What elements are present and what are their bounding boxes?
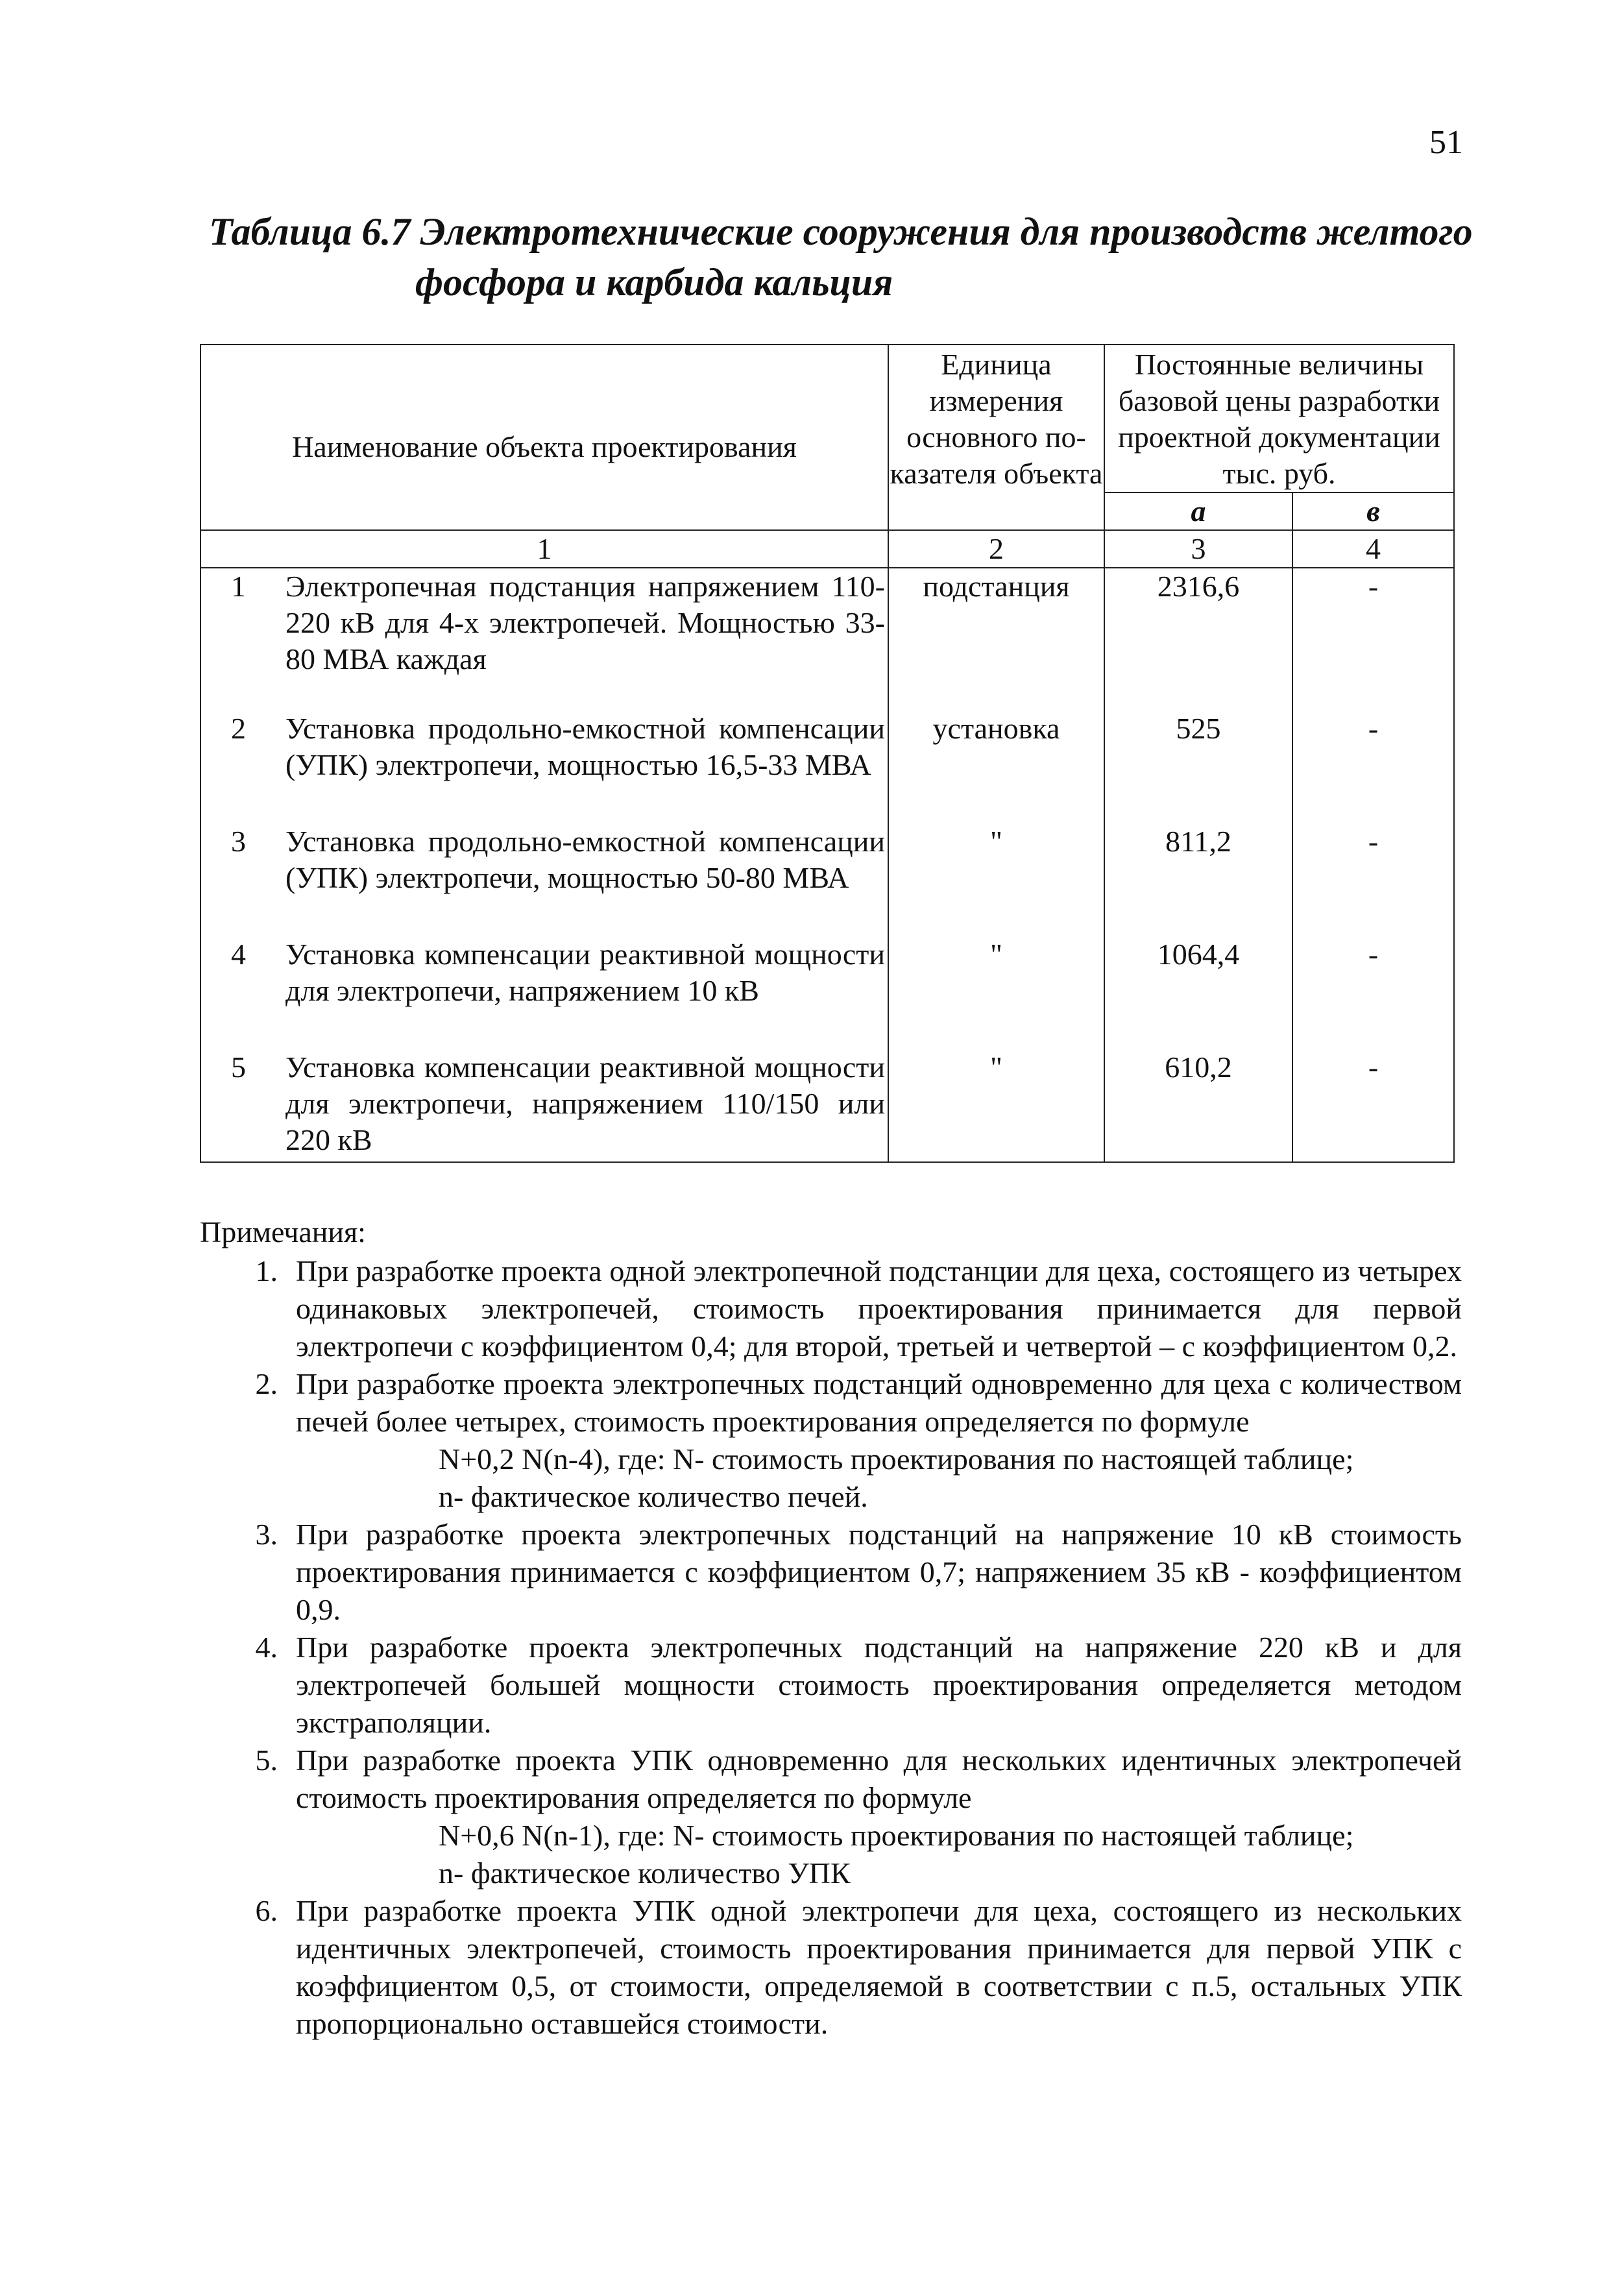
row-value-b: - [1292, 711, 1454, 823]
notes-section [200, 1213, 1462, 2043]
row-value-a: 811,2 [1104, 823, 1292, 936]
note-number: 1. [255, 1254, 278, 1287]
note-text: При разработке проекта электропечных подстанций на напряжение 220 кВ и для электропечей большей мощности стоимость проектирования определяется методом экстраполяции. [296, 1631, 1462, 1739]
header-sub-a: а [1104, 492, 1292, 530]
table-row [200, 936, 1454, 1049]
header-name: Наименование объекта проектирования [200, 345, 888, 530]
table-row [200, 823, 1454, 936]
row-value-a: 525 [1104, 711, 1292, 823]
header-unit: Единица измерения основного по-казателя объекта [888, 345, 1104, 530]
note-text: При разработке проекта электропечных подстанций одновременно для цеха с количеством печей более четырех, стоимость проектирования определяется по формуле [296, 1367, 1462, 1438]
note-item [200, 1516, 1462, 1629]
note-text: При разработке проекта УПК одновременно для нескольких идентичных электропечей стоимость проектирования определяется по формуле [296, 1744, 1462, 1814]
row-name: Электропечная подстанция напряжением 110-220 кВ для 4-х электропечей. Мощностью 33-80 МВА каждая [285, 570, 885, 675]
notes-heading: Примечания: [200, 1215, 366, 1248]
page-number: 51 [1429, 124, 1463, 161]
note-formula-legend: n- фактическое количество печей. [439, 1480, 868, 1513]
note-text: При разработке проекта УПК одной электропечи для цеха, состоящего из нескольких идентичных электропечей, стоимость проектирования принимается для первой УПК с коэффициентом 0,5, от стоимости, определяемой в соответствии с п.5, остальных УПК пропорционально оставшейся стоимости. [296, 1894, 1462, 2040]
row-number: 5 [231, 1051, 246, 1084]
note-item [200, 1629, 1462, 1742]
note-number: 5. [255, 1744, 278, 1777]
header-sub-b: в [1292, 492, 1454, 530]
row-number: 3 [231, 825, 246, 858]
note-text: При разработке проекта электропечных подстанций на напряжение 10 кВ стоимость проектирования принимается с коэффициентом 0,7; напряжением 35 кВ - коэффициентом 0,9. [296, 1518, 1462, 1626]
row-value-a: 610,2 [1104, 1049, 1292, 1162]
note-formula-legend: n- фактическое количество УПК [439, 1856, 851, 1890]
table-row [200, 711, 1454, 823]
note-item [200, 1892, 1462, 2043]
row-value-b: - [1292, 1049, 1454, 1162]
row-number: 1 [231, 570, 246, 603]
note-item [200, 1252, 1462, 1365]
table-row [200, 1049, 1454, 1162]
note-number: 4. [255, 1631, 278, 1664]
row-name: Установка компенсации реактивной мощности для электропечи, напряжением 10 кВ [285, 938, 885, 1007]
col-number: 4 [1292, 530, 1454, 568]
row-name: Установка продольно-емкостной компенсации (УПК) электропечи, мощностью 16,5-33 МВА [285, 712, 885, 781]
column-numbers-row [200, 530, 1454, 568]
design-cost-table [200, 344, 1455, 1163]
row-unit: " [888, 823, 1104, 936]
row-value-b: - [1292, 823, 1454, 936]
row-unit: " [888, 1049, 1104, 1162]
note-number: 6. [255, 1894, 278, 1927]
note-formula: N+0,6 N(n-1), где: N- стоимость проектирования по настоящей таблице; [439, 1819, 1354, 1852]
note-formula: N+0,2 N(n-4), где: N- стоимость проектирования по настоящей таблице; [439, 1442, 1354, 1476]
table-row [200, 568, 1454, 711]
note-number: 3. [255, 1518, 278, 1551]
row-number: 2 [231, 712, 246, 745]
col-number: 3 [1104, 530, 1292, 568]
row-name: Установка компенсации реактивной мощности для электропечи, напряжением 110/150 или 220 кВ [285, 1051, 885, 1156]
row-unit: " [888, 936, 1104, 1049]
row-value-b: - [1292, 568, 1454, 711]
row-unit: установка [888, 711, 1104, 823]
title-line-1: Таблица 6.7 Электротехнические сооружения для производств желтого [209, 210, 1473, 253]
row-value-a: 2316,6 [1104, 568, 1292, 711]
note-item [200, 1365, 1462, 1516]
table-title [209, 206, 1474, 308]
note-number: 2. [255, 1367, 278, 1400]
note-text: При разработке проекта одной электропечной подстанции для цеха, состоящего из четырех одинаковых электропечей, стоимость проектирования принимается для первой электропечи с коэффициентом 0,4; для второй, третьей и четвертой – с коэффициентом 0,2. [296, 1254, 1462, 1363]
title-line-2: фосфора и карбида кальция [415, 261, 893, 304]
row-value-a: 1064,4 [1104, 936, 1292, 1049]
note-item [200, 1742, 1462, 1892]
row-name: Установка продольно-емкостной компенсации (УПК) электропечи, мощностью 50-80 МВА [285, 825, 885, 894]
col-number: 1 [200, 530, 888, 568]
col-number: 2 [888, 530, 1104, 568]
header-const: Постоянные величины базовой цены разработки проектной документации тыс. руб. [1104, 345, 1454, 492]
row-unit: подстанция [888, 568, 1104, 711]
row-value-b: - [1292, 936, 1454, 1049]
row-number: 4 [231, 938, 246, 971]
